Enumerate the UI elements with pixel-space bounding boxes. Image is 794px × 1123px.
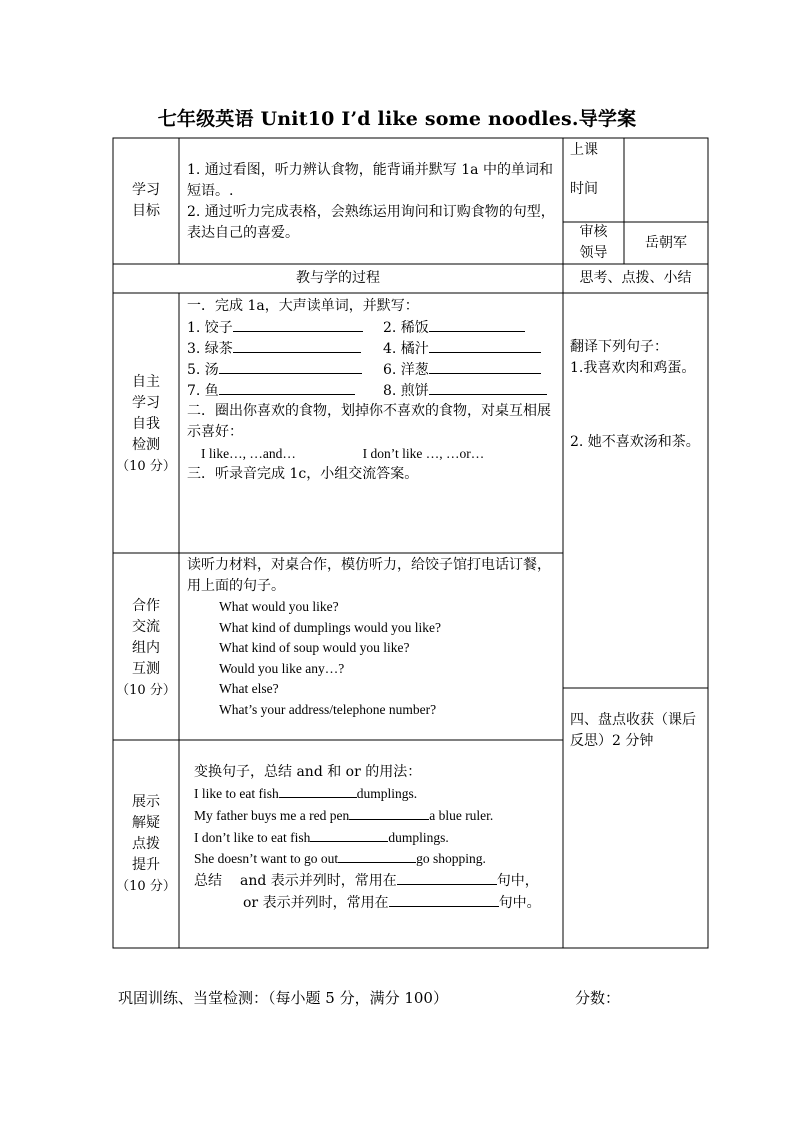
class-time-label-line: 上课 [570, 142, 598, 158]
goal-label [113, 180, 179, 222]
sentence-part: I don’t like to eat fish [194, 829, 311, 845]
display-intro: 变换句子，总结 and 和 or 的用法： [194, 764, 422, 780]
section-label-line: 点拨 [132, 836, 160, 852]
question-item: What else? [219, 681, 279, 696]
pattern-dislike: I don’t like …, …or… [362, 446, 485, 461]
sentence-part: a blue ruler. [429, 807, 494, 823]
learning-goals [187, 160, 559, 244]
vocab-word: 4. 橘汁 [383, 341, 429, 357]
answer-blank[interactable] [429, 317, 525, 332]
transform-sentence [194, 783, 560, 805]
vocab-word: 2. 稀饭 [383, 320, 429, 336]
review-label-line: 审核 [579, 224, 608, 240]
vocab-word: 3. 绿茶 [187, 341, 233, 357]
section-label-line: （10 分） [116, 459, 176, 474]
section-label-line: （10 分） [116, 879, 176, 894]
answer-blank[interactable] [429, 338, 541, 353]
vocab-word: 1. 饺子 [187, 320, 233, 336]
answer-blank[interactable] [338, 848, 416, 863]
pattern-row [187, 443, 559, 464]
summary-label: 总结 [194, 873, 222, 890]
sentence-part: dumplings. [356, 786, 418, 801]
vocab-word: 8. 煎饼 [383, 383, 429, 399]
answer-blank[interactable] [219, 359, 362, 374]
reviewer-name: 岳朝军 [645, 235, 687, 251]
summary-and [194, 870, 560, 892]
review-label [563, 222, 624, 264]
sentence-part: She doesn’t want to go out [194, 851, 339, 867]
self-study-content [187, 296, 559, 485]
part-3-instruction: 三．听录音完成 1c，小组交流答案。 [187, 466, 419, 482]
class-time-label-line: 时间 [570, 181, 598, 197]
cooperation-label [113, 596, 179, 701]
sentence-part: go shopping. [416, 851, 486, 867]
answer-blank[interactable] [310, 827, 388, 842]
display-label [113, 792, 179, 897]
class-time-label [570, 140, 622, 200]
section-label-line: 解疑 [132, 815, 160, 831]
question-item: What would you like? [219, 599, 339, 614]
summary-or [194, 892, 560, 914]
section-label-line: 合作 [132, 598, 160, 614]
section-label-line: 互测 [132, 661, 160, 677]
section-label-line: 展示 [132, 794, 160, 810]
transform-sentences [194, 783, 560, 870]
question-item: What kind of soup would you like? [219, 640, 410, 655]
translate-sentence-1: 1.我喜欢肉和鸡蛋。 [570, 360, 696, 376]
score-label: 分数： [575, 989, 621, 1007]
cooperation-content [187, 555, 559, 720]
answer-blank[interactable] [389, 892, 499, 907]
section-label-line: 检测 [132, 437, 160, 453]
sentence-part: dumplings. [388, 829, 449, 845]
display-content [194, 762, 560, 914]
translate-sentence-2: 2. 她不喜欢汤和茶。 [570, 434, 700, 450]
vocab-word: 5. 汤 [187, 362, 219, 378]
sentence-part: 句中。 [498, 895, 541, 912]
vocab-row [187, 317, 559, 338]
summary-box: 四、盘点收获（课后反思）2 分钟 [570, 712, 696, 749]
vocab-word: 6. 洋葱 [383, 362, 429, 378]
answer-blank[interactable] [429, 380, 547, 395]
thinking-header: 思考、点拨、小结 [579, 270, 692, 286]
part-2-instruction: 二．圈出你喜欢的食物，划掉你不喜欢的食物，对桌互相展示喜好： [187, 403, 551, 440]
goal-1: 1. 通过看图，听力辨认食物，能背诵并默写 1a 中的单词和短语。. [187, 162, 553, 199]
answer-blank[interactable] [349, 805, 429, 820]
practice-test-heading: 巩固训练、当堂检测：（每小题 5 分，满分 100） [118, 989, 448, 1007]
section-label-line: 交流 [132, 619, 160, 635]
pattern-like: I like…, …and… [201, 446, 296, 461]
transform-sentence [194, 805, 560, 827]
answer-blank[interactable] [219, 380, 355, 395]
vocab-row [187, 359, 559, 380]
answer-blank[interactable] [397, 870, 497, 885]
sentence-part: or 表示并列时，常用在 [243, 895, 389, 912]
section-label-line: 提升 [132, 857, 160, 873]
page-title: 七年级英语 Unit10 I’d like some noodles.导学案 [157, 108, 637, 130]
vocab-row [187, 380, 559, 401]
process-header: 教与学的过程 [296, 270, 380, 286]
translate-heading: 翻译下列句子： [570, 339, 668, 355]
cooperation-intro: 读听力材料，对桌合作，模仿听力，给饺子馆打电话订餐，用上面的句子。 [187, 557, 551, 594]
section-label-line: 自我 [132, 416, 160, 432]
part-1-instruction: 一．完成 1a，大声读单词，并默写： [187, 298, 419, 314]
section-label-line: 自主 [132, 374, 160, 390]
sentence-part: My father buys me a red pen [194, 807, 350, 823]
vocab-row [187, 338, 559, 359]
question-item: What kind of dumplings would you like? [219, 619, 441, 635]
sentence-part: I like to eat fish [194, 786, 279, 801]
sentence-part: 句中， [496, 873, 539, 890]
answer-blank[interactable] [233, 338, 361, 353]
self-study-label [113, 372, 179, 477]
question-item: Would you like any…? [219, 660, 345, 676]
review-label-line: 领导 [579, 245, 608, 261]
section-label-line: 组内 [132, 640, 160, 656]
answer-blank[interactable] [233, 317, 363, 332]
transform-sentence [194, 827, 560, 849]
question-item: What’s your address/telephone number? [219, 701, 437, 717]
section-label-line: （10 分） [116, 683, 176, 698]
translate-box [570, 337, 706, 453]
transform-sentence [194, 848, 560, 870]
section-label-line: 学习 [132, 395, 160, 411]
sentence-part: and 表示并列时，常用在 [240, 873, 397, 890]
goal-2: 2. 通过听力完成表格，会熟练运用询问和订购食物的句型，表达自己的喜爱。 [187, 204, 555, 241]
question-list [187, 597, 559, 720]
goal-label-line: 学习 [132, 182, 160, 198]
goal-label-line: 目标 [132, 203, 160, 219]
answer-blank[interactable] [429, 359, 541, 374]
vocab-word: 7. 鱼 [187, 383, 219, 399]
answer-blank[interactable] [279, 783, 357, 798]
